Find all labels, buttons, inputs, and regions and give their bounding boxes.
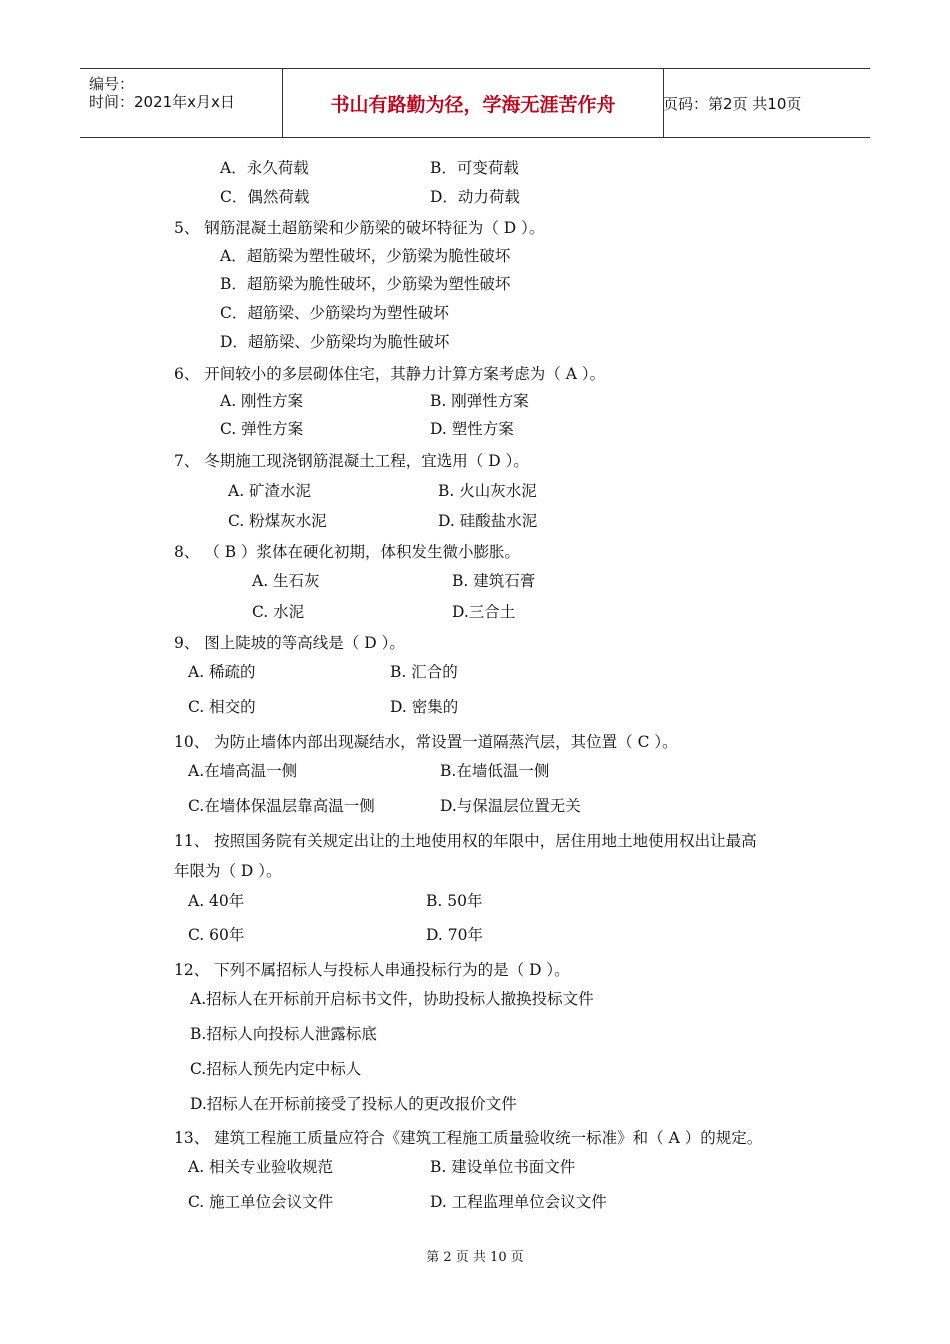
- number-label: 编号：: [89, 75, 135, 93]
- question-line: 11、 按照国务院有关规定出让的土地使用权的年限中，居住用地土地使用权出让最高: [174, 832, 757, 850]
- option-line: C. 相交的: [188, 698, 256, 716]
- option-line: A. 刚性方案: [220, 392, 304, 410]
- option-line: B.招标人向投标人泄露标底: [190, 1025, 377, 1043]
- option-line: C.招标人预先内定中标人: [190, 1060, 362, 1078]
- option-line: C. 粉煤灰水泥: [228, 512, 327, 530]
- option-line: A. 矿渣水泥: [228, 482, 312, 500]
- question-line: 10、 为防止墙体内部出现凝结水，常设置一道隔蒸汽层，其位置（ C ）。: [174, 733, 678, 751]
- page-info-text: 页码：第2页 共10页: [663, 94, 802, 113]
- question-line: 7、 冬期施工现浇钢筋混凝土工程，宜选用（ D ）。: [174, 452, 529, 470]
- question-line: 13、 建筑工程施工质量应符合《建筑工程施工质量验收统一标准》和（ A ）的规定。: [174, 1129, 763, 1147]
- option-line: A.招标人在开标前开启标书文件，协助投标人撤换投标文件: [190, 990, 594, 1008]
- option-line: C. 弹性方案: [220, 420, 304, 438]
- option-line: D．超筋梁、少筋梁均为脆性破坏: [220, 333, 450, 351]
- option-line: A. 相关专业验收规范: [188, 1158, 334, 1176]
- option-line: D. 70年: [426, 926, 483, 944]
- time-label: 时间：2021年x月x日: [89, 93, 235, 111]
- motto: 书山有路勤为径，学海无涯苦作舟: [282, 69, 664, 137]
- option-line: B.在墙低温一侧: [440, 762, 550, 780]
- question-line: 8、 （ B ）浆体在硬化初期，体积发生微小膨胀。: [174, 543, 521, 561]
- option-line: C．偶然荷载: [220, 188, 310, 206]
- option-line: D．动力荷载: [430, 188, 520, 206]
- option-line: B．可变荷载: [430, 159, 519, 177]
- option-line: B. 50年: [426, 892, 483, 910]
- option-line: D.三合土: [452, 603, 516, 621]
- header-left-cell: [80, 69, 282, 137]
- page-header: [80, 68, 870, 138]
- option-line: C．超筋梁、少筋梁均为塑性破坏: [220, 304, 449, 322]
- option-line: A.在墙高温一侧: [188, 762, 298, 780]
- option-line: A. 40年: [188, 892, 245, 910]
- option-line: B. 刚弹性方案: [430, 392, 529, 410]
- question-line: 6、 开间较小的多层砌体住宅，其静力计算方案考虑为（ A ）。: [174, 365, 606, 383]
- option-line: B. 火山灰水泥: [438, 482, 537, 500]
- option-line: C. 水泥: [252, 603, 305, 621]
- question-line: 年限为（ D ）。: [174, 862, 282, 880]
- question-line: 9、 图上陡坡的等高线是（ D ）。: [174, 634, 405, 652]
- option-line: B. 建设单位书面文件: [430, 1158, 576, 1176]
- option-line: C. 施工单位会议文件: [188, 1193, 334, 1211]
- option-line: B. 建筑石膏: [452, 572, 536, 590]
- option-line: A. 生石灰: [252, 572, 320, 590]
- option-line: D. 硅酸盐水泥: [438, 512, 538, 530]
- option-line: A. 稀疏的: [188, 663, 256, 681]
- page-footer: 第 2 页 共 10 页: [426, 1250, 524, 1265]
- option-line: D. 塑性方案: [430, 420, 514, 438]
- option-line: C.在墙体保温层靠高温一侧: [188, 797, 375, 815]
- option-line: D.招标人在开标前接受了投标人的更改报价文件: [190, 1095, 517, 1113]
- option-line: A．超筋梁为塑性破坏，少筋梁为脆性破坏: [220, 247, 511, 265]
- option-line: D. 工程监理单位会议文件: [430, 1193, 607, 1211]
- option-line: C. 60年: [188, 926, 245, 944]
- page-info: [663, 69, 870, 137]
- option-line: B. 汇合的: [390, 663, 458, 681]
- option-line: B．超筋梁为脆性破坏，少筋梁为塑性破坏: [220, 275, 511, 293]
- option-line: D. 密集的: [390, 698, 459, 716]
- question-line: 5、 钢筋混凝土超筋梁和少筋梁的破坏特征为（ D ）。: [174, 219, 545, 237]
- question-line: 12、 下列不属招标人与投标人串通投标行为的是（ D ）。: [174, 961, 570, 979]
- option-line: D.与保温层位置无关: [440, 797, 581, 815]
- option-line: A．永久荷载: [220, 159, 309, 177]
